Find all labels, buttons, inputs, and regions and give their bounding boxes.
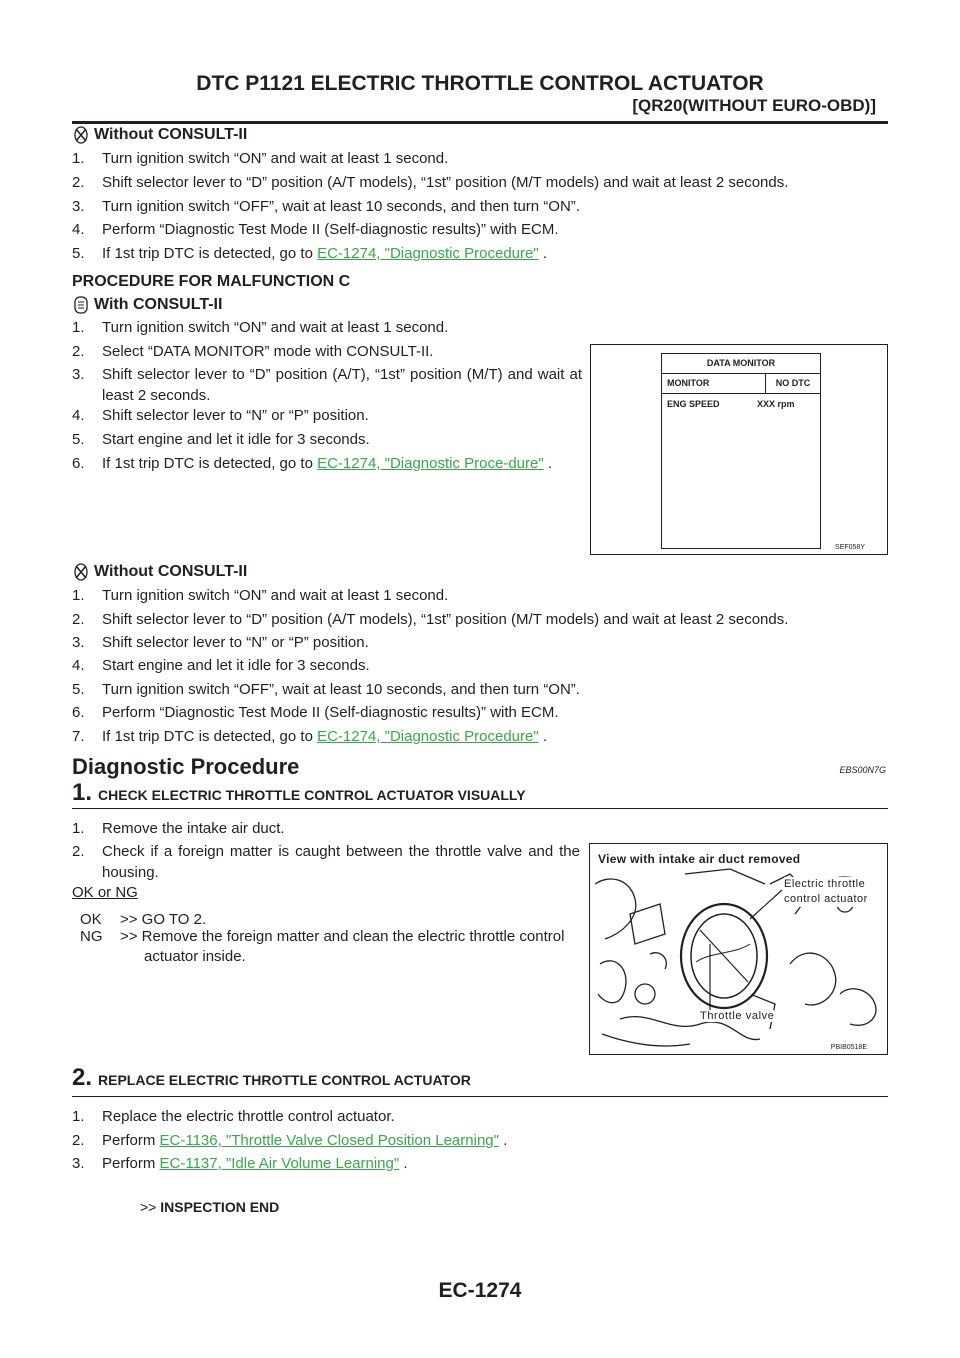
list-item: 1. Turn ignition switch “ON” and wait at least 1 second. [72, 319, 449, 336]
no-dtc-column: NO DTC [765, 374, 820, 393]
list-item: 1. Turn ignition switch “ON” and wait at least 1 second. [72, 587, 449, 604]
etc-actuator-label: Electric throttle control actuator [784, 877, 884, 907]
list-item: 7. If 1st trip DTC is detected, go to EC-1274, "Diagnostic Procedure" . [72, 728, 548, 745]
diagnostic-procedure-link[interactable]: EC-1274, "Diagnostic Procedure" [317, 728, 539, 745]
list-item: 2. Select “DATA MONITOR” mode with CONSULT-II. [72, 343, 434, 360]
figure-id: PBIB0518E [830, 1044, 867, 1051]
step-1-rule [72, 808, 888, 809]
header-rule [72, 121, 888, 124]
with-consult-heading: With CONSULT-II [74, 296, 222, 314]
page-number: EC-1274 [438, 1279, 522, 1302]
without-consult-icon [74, 563, 88, 581]
idle-air-volume-learning-link[interactable]: EC-1137, "Idle Air Volume Learning" [159, 1155, 400, 1172]
consult-screen [661, 353, 821, 549]
list-item: 4. Perform “Diagnostic Test Mode II (Self-diagnostic results)” with ECM. [72, 221, 559, 238]
list-item: 5. If 1st trip DTC is detected, go to EC-1274, "Diagnostic Procedure" . [72, 245, 548, 262]
step-2-header: 2. REPLACE ELECTRIC THROTTLE CONTROL ACTUATOR [72, 1064, 471, 1091]
throttle-valve-learning-link[interactable]: EC-1136, "Throttle Valve Closed Position Learning" [159, 1132, 499, 1149]
list-item: 2. Shift selector lever to “D” position (A/T models), “1st” position (M/T models) and wait at least 2 seconds. [72, 611, 789, 628]
with-consult-icon [74, 296, 88, 314]
list-item: 5. Start engine and let it idle for 3 seconds. [72, 431, 370, 448]
list-item: 4. Start engine and let it idle for 3 seconds. [72, 657, 370, 674]
throttle-valve-label: Throttle valve [700, 1010, 775, 1022]
list-item: 1. Remove the intake air duct. [72, 820, 285, 837]
list-item: 2. Perform EC-1136, "Throttle Valve Closed Position Learning" . [72, 1132, 508, 1149]
list-item: 6. Perform “Diagnostic Test Mode II (Self-diagnostic results)” with ECM. [72, 704, 559, 721]
diagnostic-procedure-heading: Diagnostic Procedure [72, 754, 300, 779]
engine-bay-illustration [590, 844, 887, 1054]
ng-result: NG >> Remove the foreign matter and clean the electric throttle control actuator inside. [80, 928, 565, 965]
page-subtitle: [QR20(WITHOUT EURO-OBD)] [632, 96, 876, 115]
throttle-photo-figure [589, 843, 888, 1055]
list-item: 1. Turn ignition switch “ON” and wait at least 1 second. [72, 150, 449, 167]
diagnostic-procedure-link[interactable]: EC-1274, "Diagnostic Proce-dure" [317, 455, 544, 472]
diagnostic-procedure-link[interactable]: EC-1274, "Diagnostic Procedure" [317, 245, 539, 262]
data-monitor-figure [590, 344, 888, 555]
list-item: 3. Shift selector lever to “N” or “P” position. [72, 634, 369, 651]
list-item: 2. Check if a foreign matter is caught between the throttle valve and the housing. [72, 843, 580, 881]
screen-title: DATA MONITOR [662, 354, 820, 374]
step-1-header: 1. CHECK ELECTRIC THROTTLE CONTROL ACTUATOR VISUALLY [72, 779, 526, 806]
list-item: 1. Replace the electric throttle control actuator. [72, 1108, 395, 1125]
ok-or-ng-label: OK or NG [72, 884, 138, 901]
figure-title: View with intake air duct removed [598, 852, 801, 866]
without-consult-heading: Without CONSULT-II [74, 563, 247, 581]
section-code: EBS00N7G [839, 765, 886, 775]
list-item: 4. Shift selector lever to “N” or “P” position. [72, 407, 369, 424]
list-item: 3. Shift selector lever to “D” position (A/T), “1st” position (M/T) and wait at least 2 seconds. [72, 366, 582, 404]
procedure-c-heading: PROCEDURE FOR MALFUNCTION C [72, 273, 351, 290]
without-consult-heading: Without CONSULT-II [74, 126, 247, 144]
without-consult-icon [74, 126, 88, 144]
inspection-end: >> INSPECTION END [140, 1199, 280, 1215]
figure-id: SEF058Y [835, 544, 865, 551]
list-item: 6. If 1st trip DTC is detected, go to EC-1274, "Diagnostic Proce-dure" . [72, 455, 553, 472]
list-item: 2. Shift selector lever to “D” position (A/T models), “1st” position (M/T models) and wait at least 2 seconds. [72, 174, 789, 191]
monitor-column: MONITOR [667, 378, 710, 388]
page-title: DTC P1121 ELECTRIC THROTTLE CONTROL ACTUATOR [196, 72, 764, 95]
eng-speed-label: ENG SPEED [667, 399, 720, 409]
ok-result: OK >> GO TO 2. [80, 911, 207, 928]
list-item: 3. Perform EC-1137, "Idle Air Volume Learning" . [72, 1155, 408, 1172]
eng-speed-value: XXX rpm [757, 399, 795, 409]
list-item: 3. Turn ignition switch “OFF”, wait at least 10 seconds, and then turn “ON”. [72, 198, 580, 215]
step-2-rule [72, 1096, 888, 1097]
list-item: 5. Turn ignition switch “OFF”, wait at least 10 seconds, and then turn “ON”. [72, 681, 580, 698]
